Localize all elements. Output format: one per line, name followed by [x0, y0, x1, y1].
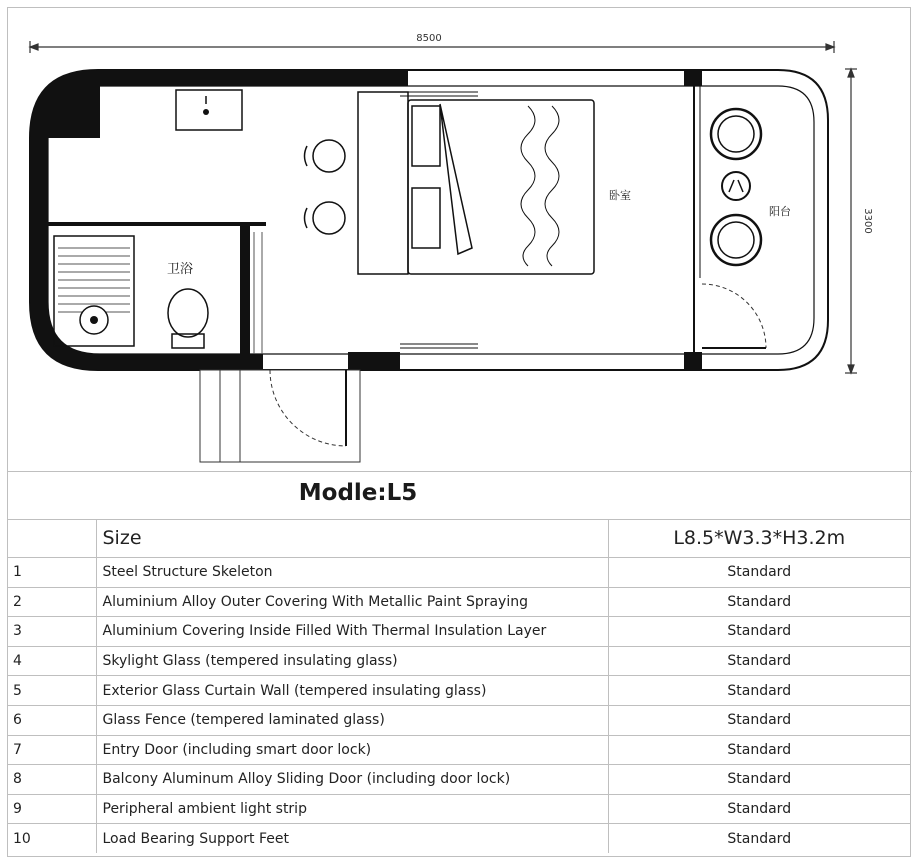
width-dimension: 3300	[862, 208, 873, 234]
spec-sheet	[7, 7, 911, 857]
table-header-row	[8, 519, 910, 558]
row-status: Standard	[608, 558, 910, 588]
row-item: Steel Structure Skeleton	[96, 558, 608, 588]
width-dimension-line	[845, 69, 857, 373]
row-item: Glass Fence (tempered laminated glass)	[96, 705, 608, 735]
header-number	[8, 519, 96, 558]
header-value: L8.5*W3.3*H3.2m	[608, 519, 910, 558]
row-status: Standard	[608, 735, 910, 765]
balcony-chair-icon	[711, 109, 761, 159]
table-row	[8, 765, 910, 795]
row-item: Peripheral ambient light strip	[96, 794, 608, 824]
row-item: Load Bearing Support Feet	[96, 824, 608, 853]
entry-steps	[200, 370, 360, 462]
table-row	[8, 558, 910, 588]
table-row	[8, 617, 910, 647]
row-item: Aluminium Covering Inside Filled With Thermal Insulation Layer	[96, 617, 608, 647]
row-status: Standard	[608, 646, 910, 676]
bath-top-wall	[48, 222, 266, 226]
balcony-door-swing	[702, 284, 766, 348]
balcony-label: 阳台	[769, 205, 791, 218]
model-row	[8, 471, 910, 520]
row-item: Skylight Glass (tempered insulating glass)	[96, 646, 608, 676]
bath-glass-partition	[254, 232, 262, 354]
row-status: Standard	[608, 824, 910, 853]
row-status: Standard	[608, 765, 910, 795]
bathroom-label: 卫浴	[166, 262, 194, 277]
row-number: 1	[8, 558, 96, 588]
row-number: 6	[8, 705, 96, 735]
row-status: Standard	[608, 676, 910, 706]
bath-right-wall	[240, 226, 250, 354]
row-number: 10	[8, 824, 96, 853]
top-wall-segment	[100, 70, 408, 86]
row-number: 2	[8, 587, 96, 617]
row-item: Exterior Glass Curtain Wall (tempered insulating glass)	[96, 676, 608, 706]
curtain-rail-bottom	[400, 344, 478, 348]
row-number: 4	[8, 646, 96, 676]
inner-shell	[48, 86, 814, 354]
floor-plan	[8, 8, 912, 472]
counter	[358, 92, 408, 274]
balcony-chair-icon	[711, 215, 761, 265]
row-item: Balcony Aluminum Alloy Sliding Door (including door lock)	[96, 765, 608, 795]
floor-plan-drawing	[8, 8, 912, 471]
row-status: Standard	[608, 705, 910, 735]
bar-stool-icon	[305, 140, 346, 172]
outer-shell	[30, 70, 828, 370]
table-row	[8, 824, 910, 853]
row-number: 7	[8, 735, 96, 765]
row-status: Standard	[608, 587, 910, 617]
table-row	[8, 587, 910, 617]
spec-table	[8, 519, 910, 853]
row-item: Entry Door (including smart door lock)	[96, 735, 608, 765]
curtain-rail-top	[400, 92, 478, 96]
bedroom-label: 卧室	[609, 189, 631, 202]
length-dimension: 8500	[416, 33, 442, 44]
row-number: 5	[8, 676, 96, 706]
row-number: 3	[8, 617, 96, 647]
sink-icon	[176, 90, 242, 130]
row-item: Aluminium Alloy Outer Covering With Metallic Paint Spraying	[96, 587, 608, 617]
table-row	[8, 705, 910, 735]
balcony-table-icon	[722, 172, 750, 200]
header-label: Size	[96, 519, 608, 558]
row-status: Standard	[608, 794, 910, 824]
row-status: Standard	[608, 617, 910, 647]
table-row	[8, 735, 910, 765]
bar-stool-icon	[305, 202, 346, 234]
row-number: 9	[8, 794, 96, 824]
table-row	[8, 676, 910, 706]
table-row	[8, 646, 910, 676]
bed	[408, 100, 594, 274]
row-number: 8	[8, 765, 96, 795]
balcony-wall-top	[684, 70, 702, 86]
bottom-wall-segment	[348, 352, 400, 370]
model-title: Modle:L5	[298, 480, 418, 506]
toilet-icon	[168, 289, 208, 348]
shower-tray	[54, 236, 134, 346]
balcony-wall-bottom	[684, 352, 702, 370]
table-row	[8, 794, 910, 824]
